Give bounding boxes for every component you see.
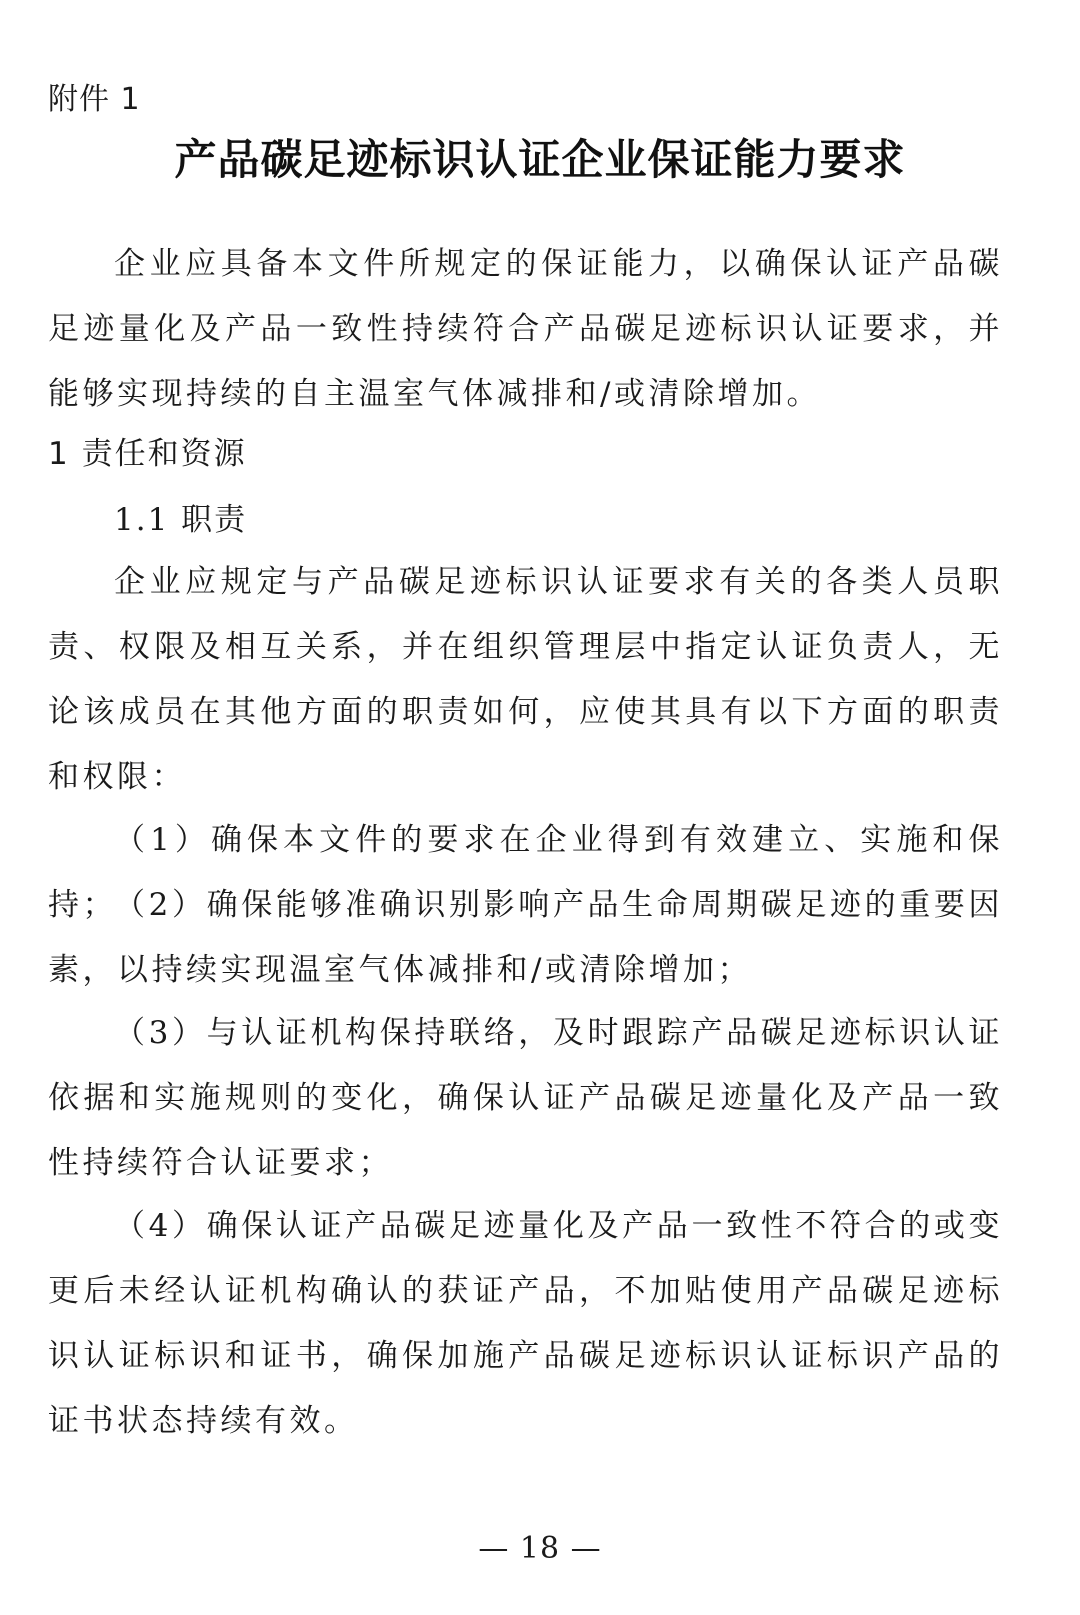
list-item: （4）确保认证产品碳足迹量化及产品一致性不符合的或变更后未经认证机构确认的获证产品，不加贴使用产品碳足迹标识认证标识和证书，确保加施产品碳足迹标识认证标识产品的证书状态持续有效。	[48, 1208, 1003, 1439]
attachment-label: 附件 1	[48, 82, 141, 117]
list-item: （3）与认证机构保持联络，及时跟踪产品碳足迹标识认证依据和实施规则的变化，确保认证产品碳足迹量化及产品一致性持续符合认证要求；	[48, 1015, 1003, 1181]
page-number: — 18 —	[478, 1531, 602, 1566]
responsibility-paragraph: 企业应规定与产品碳足迹标识认证要求有关的各类人员职责、权限及相互关系，并在组织管理层中指定认证负责人，无论该成员在其他方面的职责如何，应使其具有以下方面的职责和权限：	[48, 564, 1003, 795]
subsection-heading: 1.1 职责	[114, 502, 248, 538]
list-item: （2）确保能够准确识别影响产品生命周期碳足迹的重要因素，以持续实现温室气体减排和/或清除增加；	[48, 887, 1003, 988]
document-title: 产品碳足迹标识认证企业保证能力要求	[174, 135, 906, 184]
intro-paragraph: 企业应具备本文件所规定的保证能力，以确保认证产品碳足迹量化及产品一致性持续符合产品碳足迹标识认证要求，并能够实现持续的自主温室气体减排和/或清除增加。	[48, 246, 1003, 412]
list-item: （1）确保本文件的要求在企业得到有效建立、实施和保持；	[48, 822, 1003, 923]
section-heading: 1 责任和资源	[48, 436, 247, 472]
